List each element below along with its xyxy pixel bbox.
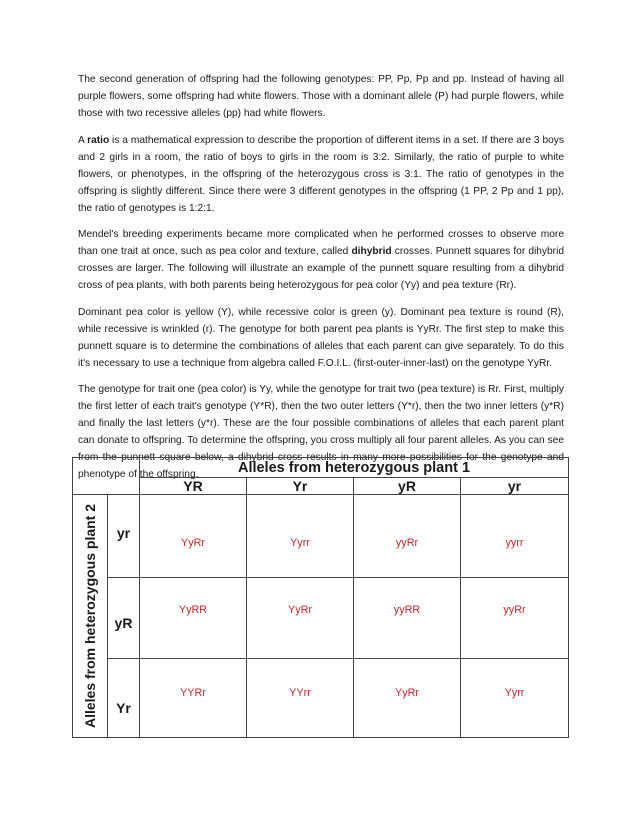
side-title-cell	[73, 495, 108, 738]
col-allele: Yr	[247, 478, 354, 495]
paragraph-dominant	[78, 304, 564, 372]
paragraph-text: crosses. Punnett squares for dihybrid crosses are larger. The following will illustrate an example of the punnett square resulting from a dihybrid cross of pea plants, with both parents being heterozygous for pea color (Yy) and pea texture (Rr).	[78, 246, 565, 291]
col-allele: YR	[140, 478, 247, 495]
genotype-cell: YyRr	[140, 495, 247, 578]
col-allele: yr	[461, 478, 569, 495]
row-allele: yR	[108, 578, 140, 659]
genotype-cell: YyRR	[140, 578, 247, 659]
paragraph-text: Dominant pea color is yellow (Y), while recessive color is green (y). Dominant pea texture is round (R), while recessive is wrinkled (r). The genotype for both parent pea plants is YyRr. The first step to make this punnett square is to determine the combinations of alleles that each parent can give separately. To do this it's necessary to use a technique from algebra called F.O.I.L. (first-outer-inner-last) on the genotype YyRr.	[78, 306, 564, 369]
genotype-cell: yyRr	[354, 495, 461, 578]
paragraph-genotypes	[78, 71, 564, 122]
genotype-cell: YYrr	[247, 659, 354, 738]
paragraph-text: The second generation of offspring had the following genotypes: PP, Pp, Pp and pp. Instead of having all purple flowers, some offspring had white flowers. Those with a dominant allele (P) had purple flowers, while those with two recessive alleles (pp) had white flowers.	[78, 74, 564, 119]
term-ratio: ratio	[87, 134, 110, 146]
genotype-cell: YyRr	[354, 659, 461, 738]
genotype-cell: Yyrr	[247, 495, 354, 578]
paragraph-text: is a mathematical expression to describe the proportion of different items in a set. If there are 3 boys and 2 girls in a room, the ratio of boys to girls in the room is 3:2. Similarly, the ratio of purple to white flowers, or phenotypes, in the offspring of the heterozygous cross is 3:1. The ratio of genotypes in the offspring is slightly different. Since there were 3 different genotypes in the offspring (1 PP, 2 Pp and 1 pp), the ratio of genotypes is 1:2:1.	[78, 134, 564, 214]
col-allele: yR	[354, 478, 461, 495]
genotype-cell: yyRR	[354, 578, 461, 659]
row-allele: Yr	[108, 659, 140, 738]
genotype-cell: yyRr	[461, 578, 569, 659]
genotype-cell: Yyrr	[461, 659, 569, 738]
genotype-cell: yyrr	[461, 495, 569, 578]
punnett-square	[72, 457, 569, 738]
genotype-cell: YyRr	[247, 578, 354, 659]
paragraph-dihybrid	[78, 226, 564, 294]
paragraph-text: Mendel's breeding experiments became more complicated when he performed crosses to observe more than one trait at once, such as pea color and texture, called	[78, 229, 564, 257]
top-title: Alleles from heterozygous plant 1	[140, 458, 569, 478]
term-dihybrid: dihybrid	[351, 246, 392, 257]
row-allele: yr	[108, 495, 140, 578]
paragraph-text: The genotype for trait one (pea color) is Yy, while the genotype for trait two (pea texture) is Rr. First, multiply the first letter of each trait's genotype (Y*R), then the two outer letters (Y*r), then the two inner letters (y*R) and finally the last letters (y*r). These are the four possible combinations of alleles that each parent plant can donate to offspring. To determine the offspring, you cross multiply all four parent alleles. As you can see from the punnett square below, a dihybrid cross results in many more possibilities for the genotype and phenotype of the offspring.	[78, 384, 564, 480]
paragraph-text: A	[78, 134, 88, 146]
genotype-cell: YYRr	[140, 659, 247, 738]
body-text	[78, 71, 564, 493]
side-title: Alleles from heterozygous plant 2	[82, 503, 98, 729]
corner-cell	[73, 458, 140, 495]
paragraph-ratio	[78, 132, 564, 217]
